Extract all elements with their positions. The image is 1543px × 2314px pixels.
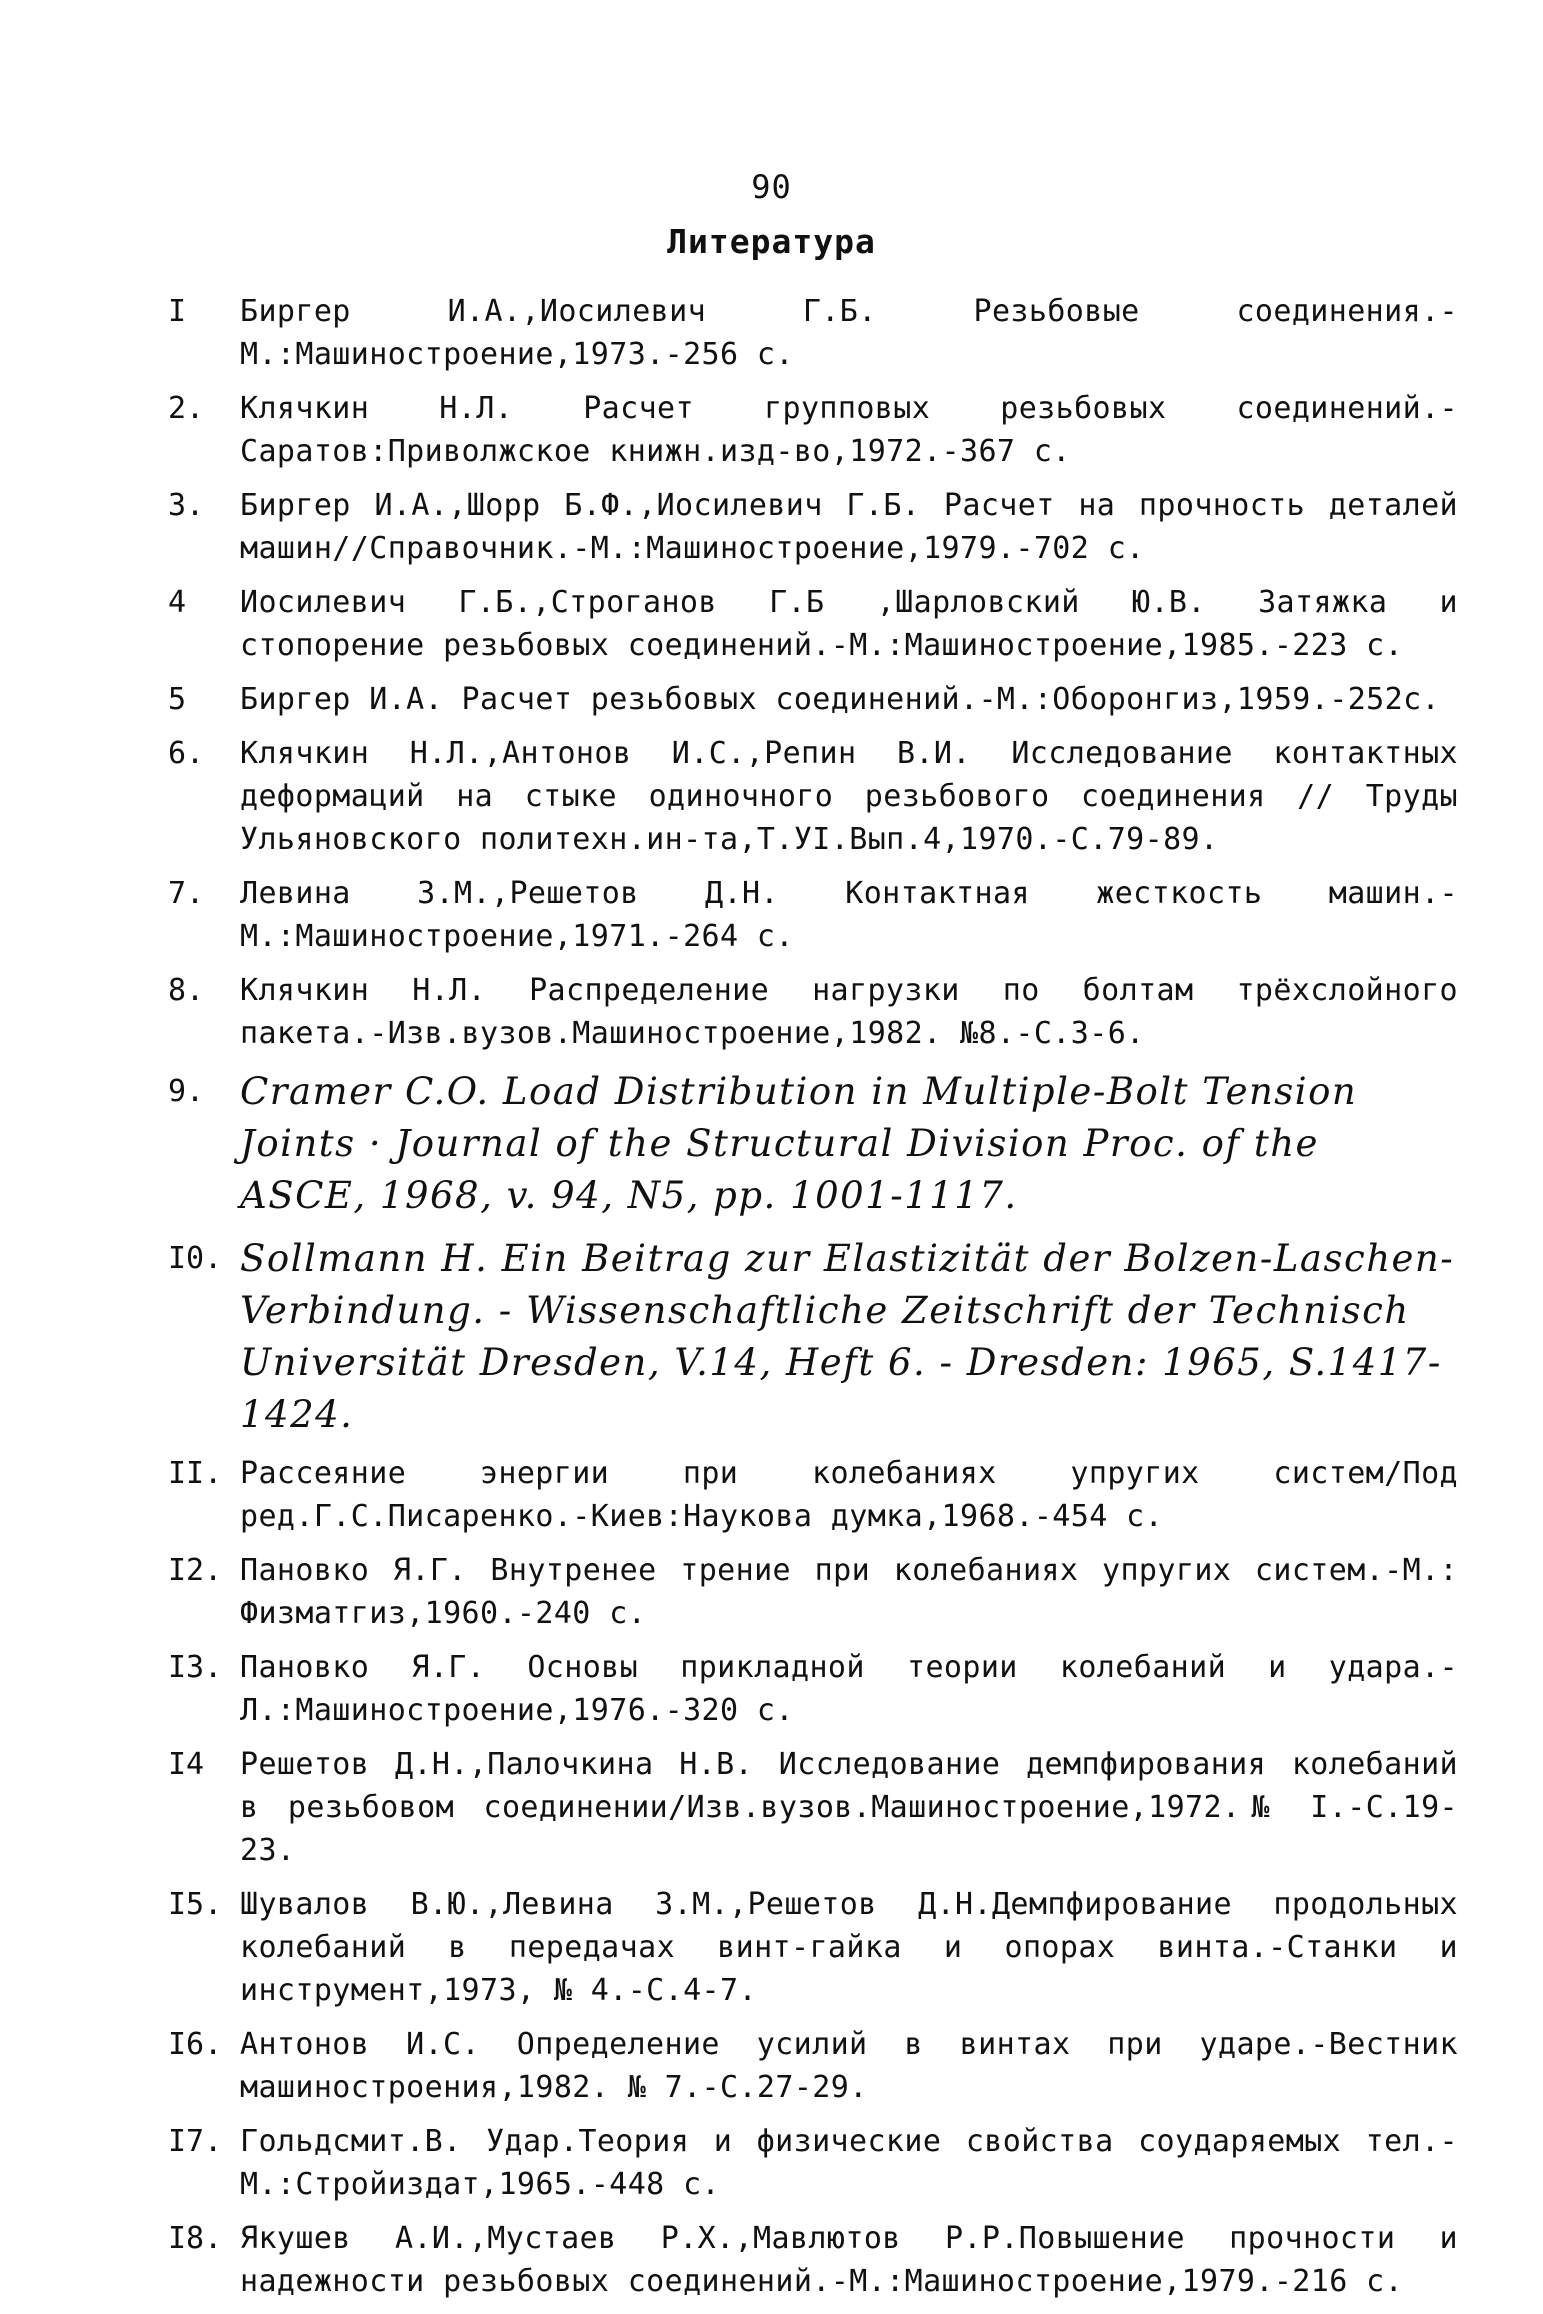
reference-number: I6. bbox=[168, 2027, 223, 2062]
reference-text: Шувалов В.Ю.,Левина З.М.,Решетов Д.Н.Демпфирование продольных колебаний в передачах винт-гайка и опорах винта.-Станки и инструмент,1973, № 4.-С.4-7. bbox=[240, 1887, 1458, 2008]
reference-text: Cramer C.O. Load Distribution in Multiple-Bolt Tension Joints · Journal of the Structural Division Proc. of the ASCE, 1968, v. 94, N5, pp. 1001-1117. bbox=[240, 1070, 1358, 1217]
reference-text: Иосилевич Г.Б.,Строганов Г.Б ,Шарловский Ю.В. Затяжка и стопорение резьбовых соединений.-М.:Машиностроение,1985.-223 с. bbox=[240, 585, 1458, 663]
reference-text: Sollmann H. Ein Beitrag zur Elastizität der Bolzen-Laschen-Verbindung. - Wissenschaftliche Zeitschrift der Technisch Universität Dresden, V.14, Heft 6. - Dresden: 1965, S.1417-1424. bbox=[240, 1237, 1455, 1436]
reference-text: Биргер И.А. Расчет резьбовых соединений.-М.:Оборонгиз,1959.-252с. bbox=[240, 682, 1440, 717]
reference-item bbox=[168, 1549, 1458, 1635]
reference-item bbox=[168, 290, 1458, 376]
reference-item bbox=[168, 484, 1458, 570]
reference-text: Решетов Д.Н.,Палочкина Н.В. Исследование демпфирования колебаний в резьбовом соединении/Изв.вузов.Машиностроение,1972.№ I.-С.19-23. bbox=[240, 1747, 1458, 1868]
reference-text: Якушев А.И.,Мустаев Р.Х.,Мавлютов Р.Р.Повышение прочности и надежности резьбовых соединений.-М.:Машиностроение,1979.-216 с. bbox=[240, 2221, 1458, 2299]
reference-text: Клячкин Н.Л. Распределение нагрузки по болтам трёхслойного пакета.-Изв.вузов.Машиностроение,1982. №8.-С.3-6. bbox=[240, 973, 1458, 1051]
reference-number: I2. bbox=[168, 1553, 223, 1588]
reference-number: II. bbox=[168, 1456, 223, 1491]
reference-item bbox=[168, 2120, 1458, 2206]
reference-number: I5. bbox=[168, 1887, 223, 1922]
reference-list bbox=[168, 290, 1458, 2314]
reference-text: Клячкин Н.Л. Расчет групповых резьбовых соединений.-Саратов:Приволжское книжн.изд-во,1972.-367 с. bbox=[240, 391, 1458, 469]
reference-number: 7. bbox=[168, 876, 205, 911]
reference-item bbox=[168, 1066, 1458, 1222]
page-number: 90 bbox=[751, 168, 792, 206]
reference-item bbox=[168, 1883, 1458, 2012]
reference-text: Биргер И.А.,Шорр Б.Ф.,Иосилевич Г.Б. Расчет на прочность деталей машин//Справочник.-М.:Машиностроение,1979.-702 с. bbox=[240, 488, 1458, 566]
reference-item bbox=[168, 1743, 1458, 1872]
reference-number: 2. bbox=[168, 391, 205, 426]
reference-number: 8. bbox=[168, 973, 205, 1008]
reference-item bbox=[168, 2023, 1458, 2109]
reference-number: I8. bbox=[168, 2221, 223, 2256]
reference-text: Рассеяние энергии при колебаниях упругих систем/Под ред.Г.С.Писаренко.-Киев:Наукова думка,1968.-454 с. bbox=[240, 1456, 1458, 1534]
reference-text: Гольдсмит.В. Удар.Теория и физические свойства соударяемых тел.-М.:Стройиздат,1965.-448 с. bbox=[240, 2124, 1458, 2202]
reference-number: 9. bbox=[168, 1074, 205, 1109]
reference-item bbox=[168, 1452, 1458, 1538]
reference-number: 6. bbox=[168, 736, 205, 771]
reference-text: Клячкин Н.Л.,Антонов И.С.,Репин В.И. Исследование контактных деформаций на стыке одиночного резьбового соединения // Труды Ульяновского политехн.ин-та,Т.УI.Вып.4,1970.-С.79-89. bbox=[240, 736, 1458, 857]
reference-item bbox=[168, 732, 1458, 861]
reference-text: Левина З.М.,Решетов Д.Н. Контактная жесткость машин.-М.:Машиностроение,1971.-264 с. bbox=[240, 876, 1458, 954]
reference-item bbox=[168, 969, 1458, 1055]
reference-text: Антонов И.С. Определение усилий в винтах при ударе.-Вестник машиностроения,1982. № 7.-С.27-29. bbox=[240, 2027, 1458, 2105]
reference-number: 4 bbox=[168, 585, 187, 620]
reference-item bbox=[168, 1233, 1458, 1441]
reference-item bbox=[168, 1646, 1458, 1732]
reference-item bbox=[168, 2217, 1458, 2303]
reference-number: I0. bbox=[168, 1241, 223, 1276]
reference-number: 3. bbox=[168, 488, 205, 523]
reference-text: Пановко Я.Г. Внутренее трение при колебаниях упругих систем.-М.: Физматгиз,1960.-240 с. bbox=[240, 1553, 1458, 1631]
reference-number: I4 bbox=[168, 1747, 205, 1782]
reference-number: 5 bbox=[168, 682, 187, 717]
reference-item bbox=[168, 872, 1458, 958]
reference-item bbox=[168, 387, 1458, 473]
reference-number: I bbox=[168, 294, 187, 329]
reference-text: Пановко Я.Г. Основы прикладной теории колебаний и удара.-Л.:Машиностроение,1976.-320 с. bbox=[240, 1650, 1458, 1728]
reference-item bbox=[168, 581, 1458, 667]
reference-number: I3. bbox=[168, 1650, 223, 1685]
reference-number: I7. bbox=[168, 2124, 223, 2159]
reference-text: Биргер И.А.,Иосилевич Г.Б. Резьбовые соединения.-М.:Машиностроение,1973.-256 с. bbox=[240, 294, 1458, 372]
section-heading: Литература bbox=[667, 222, 876, 261]
reference-item bbox=[168, 678, 1458, 721]
